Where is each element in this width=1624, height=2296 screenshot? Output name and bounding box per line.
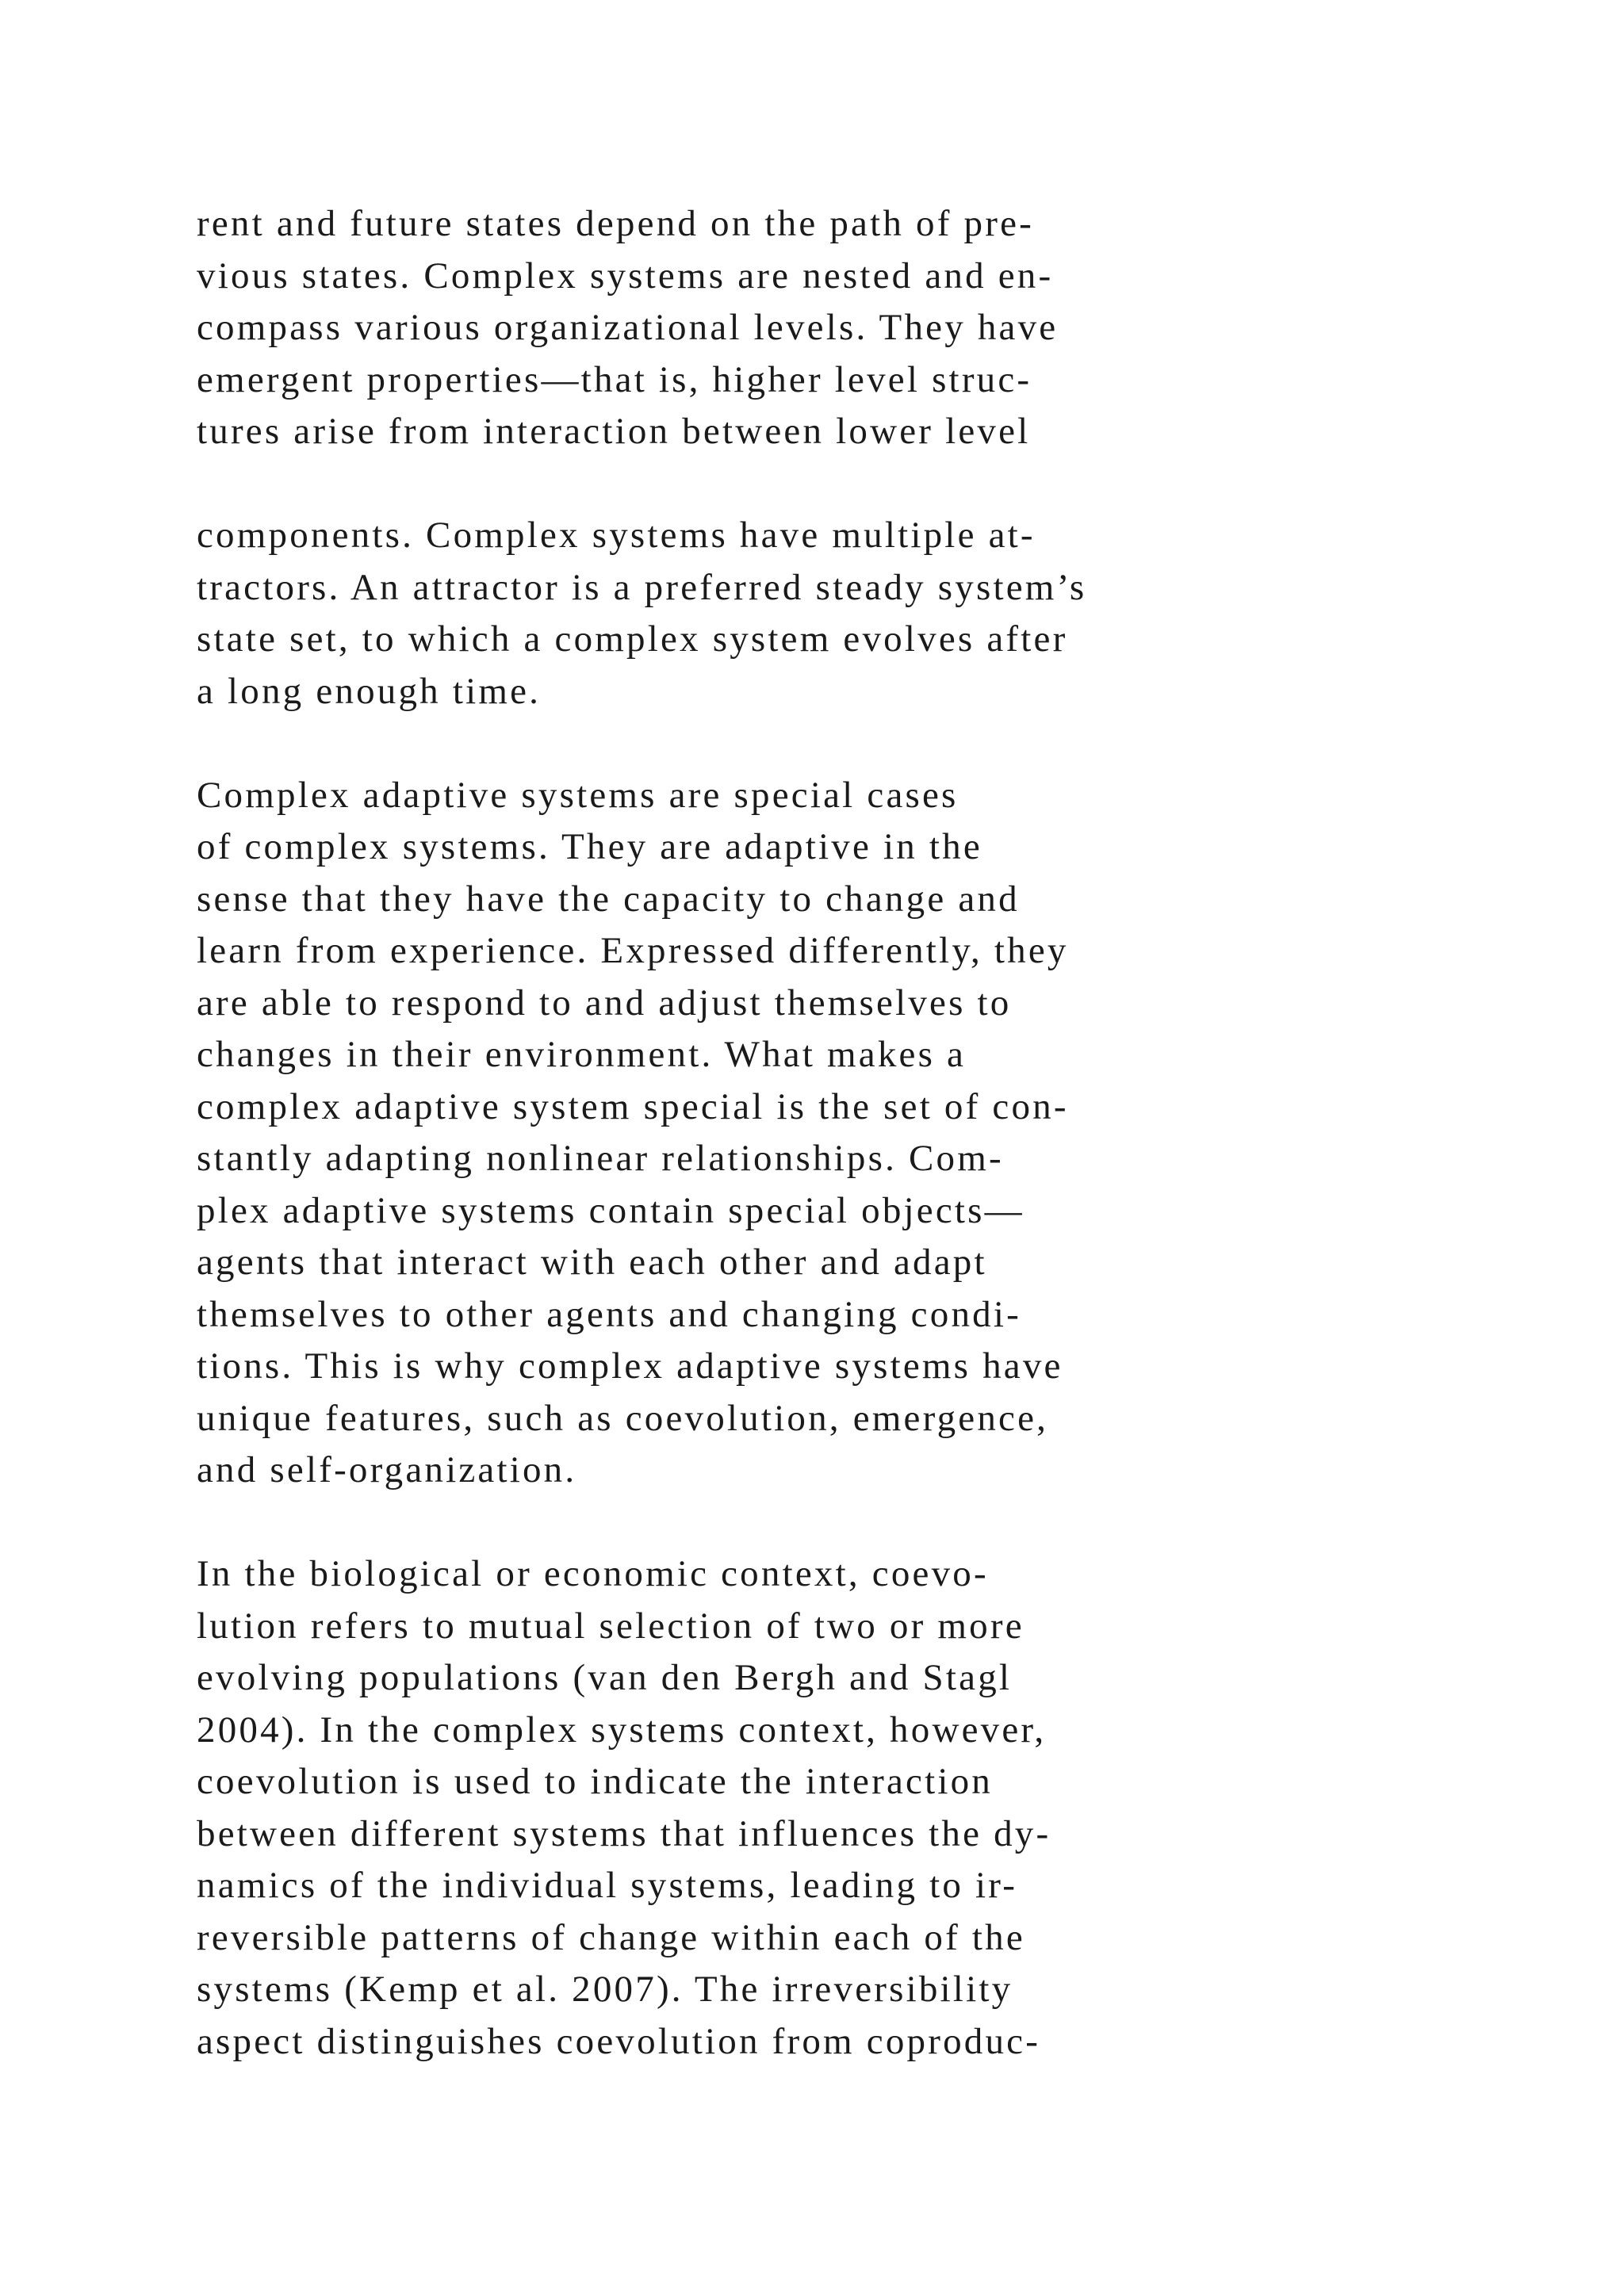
text-line: sense that they have the capacity to change and [197, 878, 1020, 920]
text-line: between different systems that influences the dy- [197, 1812, 1051, 1854]
text-line: rent and future states depend on the path of pre- [197, 203, 1034, 244]
text-line: aspect distinguishes coevolution from coproduc- [197, 2020, 1041, 2062]
text-line: 2004). In the complex systems context, however, [197, 1709, 1047, 1751]
text-line: state set, to which a complex system evolves after [197, 618, 1068, 660]
text-line: learn from experience. Expressed differently, they [197, 930, 1069, 971]
text-line: reversible patterns of change within each of the [197, 1916, 1025, 1958]
text-line: complex adaptive system special is the set of con- [197, 1085, 1069, 1127]
text-line: a long enough time. [197, 670, 542, 712]
paragraph-complex-adaptive-systems [197, 770, 1386, 1497]
text-line: of complex systems. They are adaptive in the [197, 826, 982, 867]
text-line: compass various organizational levels. They have [197, 307, 1059, 348]
text-line: tractors. An attractor is a preferred steady system’s [197, 566, 1087, 608]
text-line: coevolution is used to indicate the interaction [197, 1761, 993, 1802]
text-line: In the biological or economic context, coevo- [197, 1553, 989, 1594]
text-line: evolving populations (van den Bergh and Stagl [197, 1657, 1013, 1698]
text-line: plex adaptive systems contain special objects— [197, 1189, 1025, 1231]
text-line: vious states. Complex systems are nested and en- [197, 254, 1054, 297]
text-line: systems (Kemp et al. 2007). The irreversibility [197, 1969, 1013, 2010]
text-line: agents that interact with each other and adapt [197, 1242, 987, 1283]
body-text [197, 198, 1386, 2068]
text-line: emergent properties—that is, higher level struc- [197, 358, 1032, 400]
text-line: lution refers to mutual selection of two or more [197, 1605, 1025, 1647]
text-line: are able to respond to and adjust themselves to [197, 982, 1012, 1024]
text-line: stantly adapting nonlinear relationships. Com- [197, 1138, 1004, 1179]
text-line: Complex adaptive systems are special cases [197, 774, 959, 816]
text-line: themselves to other agents and changing condi- [197, 1293, 1021, 1335]
text-line: namics of the individual systems, leading to ir- [197, 1865, 1018, 1906]
paragraph-attractors [197, 510, 1386, 718]
text-line: changes in their environment. What makes a [197, 1034, 967, 1075]
paragraph-path-dependence [197, 198, 1386, 458]
paragraph-coevolution [197, 1548, 1386, 2068]
text-line: and self-organization. [197, 1449, 577, 1490]
text-line: tures arise from interaction between lower level [197, 411, 1031, 452]
text-line: tions. This is why complex adaptive systems have [197, 1345, 1063, 1387]
text-line: components. Complex systems have multiple at- [197, 515, 1036, 556]
text-line: unique features, such as coevolution, emergence, [197, 1397, 1049, 1439]
